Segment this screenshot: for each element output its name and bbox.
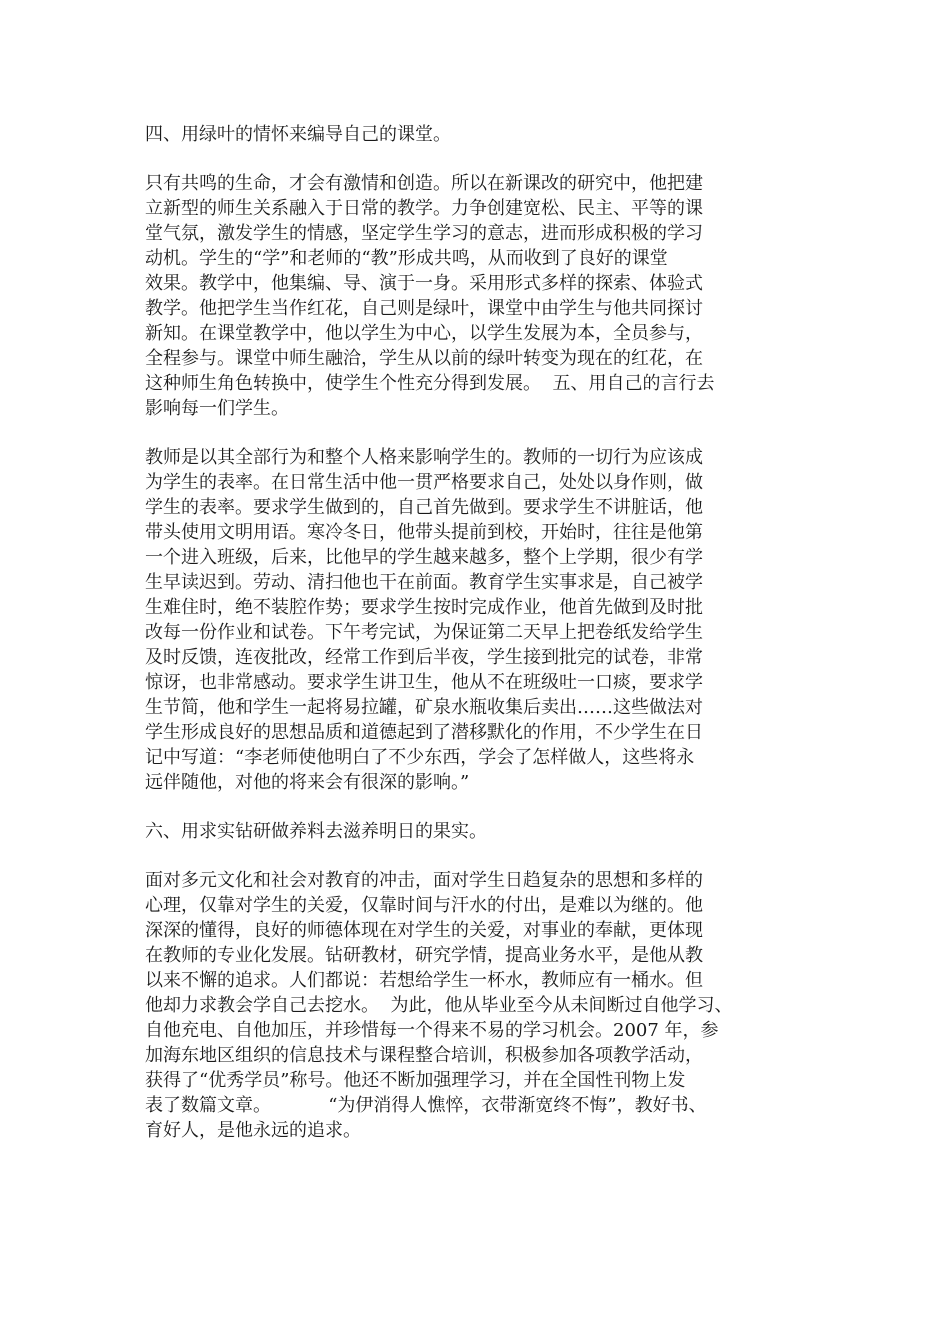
body-paragraph — [145, 171, 800, 421]
text-line: 六、用求实钻研做养料去滋养明日的果实。 — [145, 821, 487, 842]
text-line: 加海东地区组织的信息技术与课程整合培训，积极参加各项教学活动， — [145, 1045, 703, 1066]
text-line: 表了数篇文章。 “为伊消得人憔悴，衣带渐宽终不悔”，教好书、 — [145, 1095, 707, 1116]
text-line: 自他充电、自他加压，并珍惜每一个得来不易的学习机会。2007 年，参 — [145, 1020, 719, 1041]
body-paragraph — [145, 445, 800, 795]
text-line: 教学。他把学生当作红花，自己则是绿叶，课堂中由学生与他共同探讨 — [145, 298, 703, 319]
text-line: 影响每一们学生。 — [145, 398, 289, 419]
text-line: 堂气氛，激发学生的情感，坚定学生学习的意志，进而形成积极的学习 — [145, 223, 703, 244]
text-line: 这种师生角色转换中，使学生个性充分得到发展。 五、用自己的言行去 — [145, 373, 715, 394]
text-line: 生难住时，绝不装腔作势；要求学生按时完成作业，他首先做到及时批 — [145, 597, 703, 618]
text-line: 生早读迟到。劳动、清扫他也干在前面。教育学生实事求是，自己被学 — [145, 572, 703, 593]
text-line: 面对多元文化和社会对教育的冲击，面对学生日趋复杂的思想和多样的 — [145, 870, 703, 891]
text-line: 他却力求教会学自己去挖水。 为此，他从毕业至今从未间断过自他学习、 — [145, 995, 733, 1016]
text-line: 带头使用文明用语。寒冷冬日，他带头提前到校，开始时，往往是他第 — [145, 522, 703, 543]
text-line: 立新型的师生关系融入于日常的教学。力争创建宽松、民主、平等的课 — [145, 198, 703, 219]
text-line: 远伴随他，对他的将来会有很深的影响。” — [145, 772, 470, 793]
text-line: 四、用绿叶的情怀来编导自己的课堂。 — [145, 124, 451, 145]
document-body — [145, 122, 800, 1143]
text-line: 动机。学生的“学”和老师的“教”形成共鸣，从而收到了良好的课堂 — [145, 248, 668, 269]
text-line: 在教师的专业化发展。钻研教材，研究学情，提高业务水平，是他从教 — [145, 945, 703, 966]
text-line: 新知。在课堂教学中，他以学生为中心，以学生发展为本，全员参与， — [145, 323, 703, 344]
text-line: 一个进入班级，后来，比他早的学生越来越多，整个上学期，很少有学 — [145, 547, 703, 568]
text-line: 教师是以其全部行为和整个人格来影响学生的。教师的一切行为应该成 — [145, 447, 703, 468]
text-line: 心理，仅靠对学生的关爱，仅靠时间与汗水的付出，是难以为继的。他 — [145, 895, 703, 916]
text-line: 生节简，他和学生一起将易拉罐，矿泉水瓶收集后卖出……这些做法对 — [145, 697, 703, 718]
section-heading — [145, 122, 800, 147]
text-line: 记中写道：“李老师使他明白了不少东西，学会了怎样做人，这些将永 — [145, 747, 695, 768]
paragraph-spacer — [145, 147, 800, 171]
section-heading — [145, 819, 800, 844]
paragraph-spacer — [145, 844, 800, 868]
text-line: 为学生的表率。在日常生活中他一贯严格要求自己，处处以身作则，做 — [145, 472, 703, 493]
text-line: 育好人，是他永远的追求。 — [145, 1120, 361, 1141]
text-line: 改每一份作业和试卷。下午考完试，为保证第二天早上把卷纸发给学生 — [145, 622, 703, 643]
text-line: 深深的懂得，良好的师德体现在对学生的关爱，对事业的奉献，更体现 — [145, 920, 703, 941]
paragraph-spacer — [145, 795, 800, 819]
paragraph-spacer — [145, 421, 800, 445]
text-line: 及时反馈，连夜批改，经常工作到后半夜，学生接到批完的试卷，非常 — [145, 647, 703, 668]
text-line: 以来不懈的追求。人们都说：若想给学生一杯水，教师应有一桶水。但 — [145, 970, 703, 991]
body-paragraph — [145, 868, 800, 1143]
text-line: 学生形成良好的思想品质和道德起到了潜移默化的作用，不少学生在日 — [145, 722, 703, 743]
text-line: 全程参与。课堂中师生融洽，学生从以前的绿叶转变为现在的红花，在 — [145, 348, 703, 369]
text-line: 惊讶，也非常感动。要求学生讲卫生，他从不在班级吐一口痰，要求学 — [145, 672, 703, 693]
text-line: 只有共鸣的生命，才会有激情和创造。所以在新课改的研究中，他把建 — [145, 173, 703, 194]
text-line: 学生的表率。要求学生做到的，自己首先做到。要求学生不讲脏话，他 — [145, 497, 703, 518]
text-line: 效果。教学中，他集编、导、演于一身。采用形式多样的探索、体验式 — [145, 273, 703, 294]
text-line: 获得了“优秀学员”称号。他还不断加强理学习，并在全国性刊物上发 — [145, 1070, 686, 1091]
